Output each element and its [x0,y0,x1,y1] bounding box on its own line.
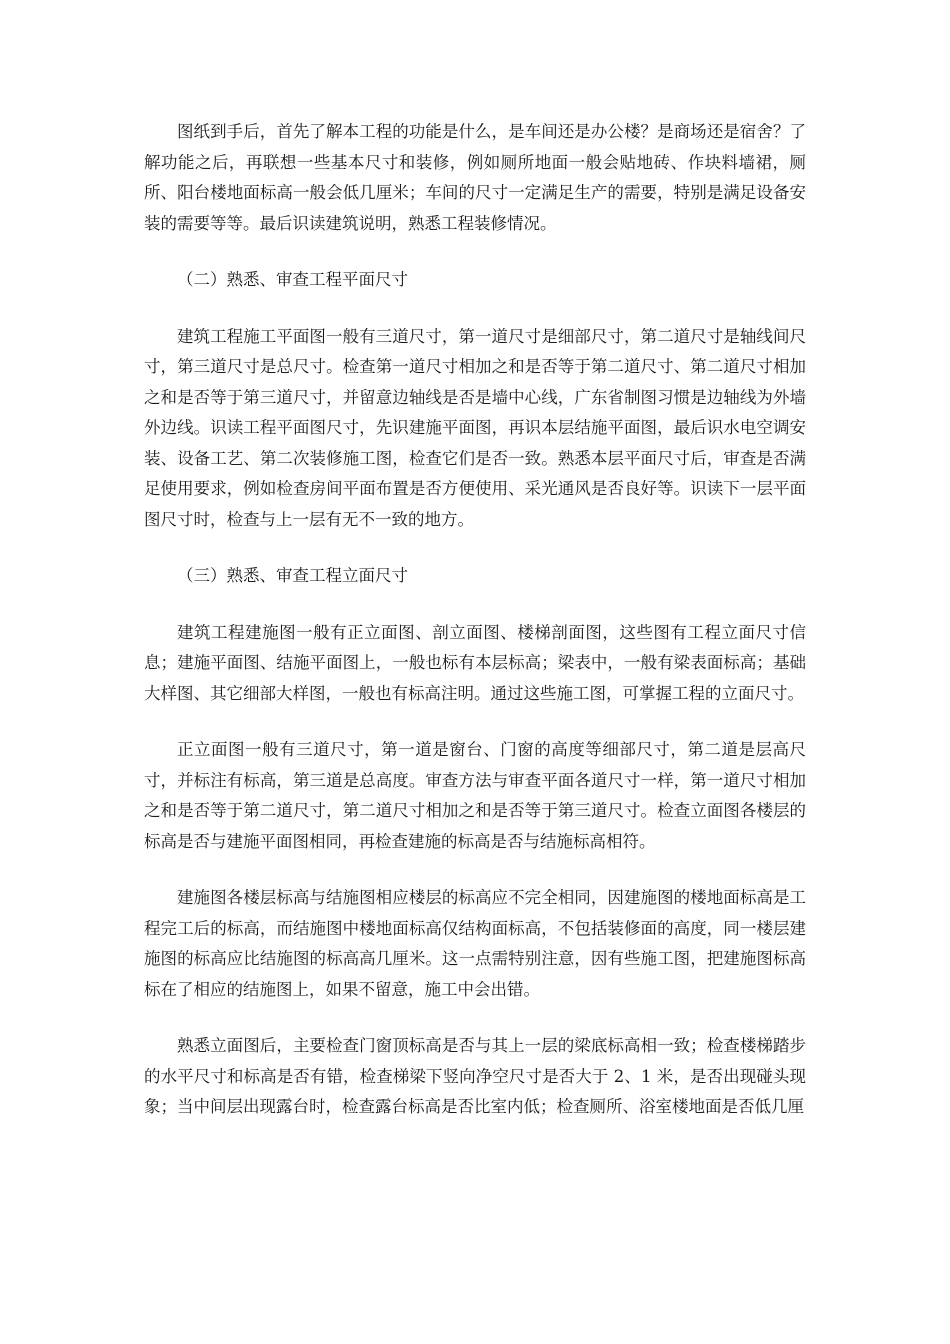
section-heading-plan-dimensions: （二）熟悉、审查工程平面尺寸 [177,270,408,289]
paragraph-plan-dimensions: 建筑工程施工平面图一般有三道尺寸，第一道尺寸是细部尺寸，第二道尺寸是轴线间尺寸，第三道尺寸是总尺寸。检查第一道尺寸相加之和是否等于第二道尺寸、第二道尺寸相加之和是否等于第三道尺寸，并留意边轴线是否是墙中心线，广东省制图习惯是边轴线为外墙外边线。识读工程平面图尺寸，先识建施平面图，再识本层结施平面图，最后识水电空调安装、设备工艺、第二次装修施工图，检查它们是否一致。熟悉本层平面尺寸后，审查是否满足使用要求，例如检查房间平面布置是否方便使用、采光通风是否良好等。识读下一层平面图尺寸时，检查与上一层有无不一致的地方。 [144,326,806,529]
paragraph-elevation-sources: 建筑工程建施图一般有正立面图、剖立面图、楼梯剖面图，这些图有工程立面尺寸信息；建施平面图、结施平面图上，一般也标有本层标高；梁表中，一般有梁表面标高；基础大样图、其它细部大样图，一般也有标高注明。通过这些施工图，可掌握工程的立面尺寸。 [144,622,806,703]
paragraph-elevation-checks: 熟悉立面图后，主要检查门窗顶标高是否与其上一层的梁底标高相一致；检查楼梯踏步的水平尺寸和标高是否有错，检查梯梁下竖向净空尺寸是否大于 2、1 米，是否出现碰头现象；当中间层出现露台时，检查露台标高是否比室内低；检查厕所、浴室楼地面是否低几厘 [144,1036,806,1116]
paragraph-intro-function: 图纸到手后，首先了解本工程的功能是什么，是车间还是办公楼？是商场还是宿舍？了解功能之后，再联想一些基本尺寸和装修，例如厕所地面一般会贴地砖、作块料墙裙，厕所、阳台楼地面标高一般会低几厘米；车间的尺寸一定满足生产的需要，特别是满足设备安装的需要等等。最后识读建筑说明，熟悉工程装修情况。 [144,122,806,233]
section-heading-elevation-dimensions: （三）熟悉、审查工程立面尺寸 [177,566,408,585]
document-body [144,117,806,1149]
paragraph-level-differences: 建施图各楼层标高与结施图相应楼层的标高应不完全相同，因建施图的楼地面标高是工程完工后的标高，而结施图中楼地面标高仅结构面标高，不包括装修面的高度，同一楼层建施图的标高应比结施图的标高高几厘米。这一点需特别注意，因有些施工图，把建施图标高标在了相应的结施图上，如果不留意，施工中会出错。 [144,888,806,999]
paragraph-front-elevation: 正立面图一般有三道尺寸，第一道是窗台、门窗的高度等细部尺寸，第二道是层高尺寸，并标注有标高，第三道是总高度。审查方法与审查平面各道尺寸一样，第一道尺寸相加之和是否等于第二道尺寸，第二道尺寸相加之和是否等于第三道尺寸。检查立面图各楼层的标高是否与建施平面图相同，再检查建施的标高是否与结施标高相符。 [144,740,806,851]
